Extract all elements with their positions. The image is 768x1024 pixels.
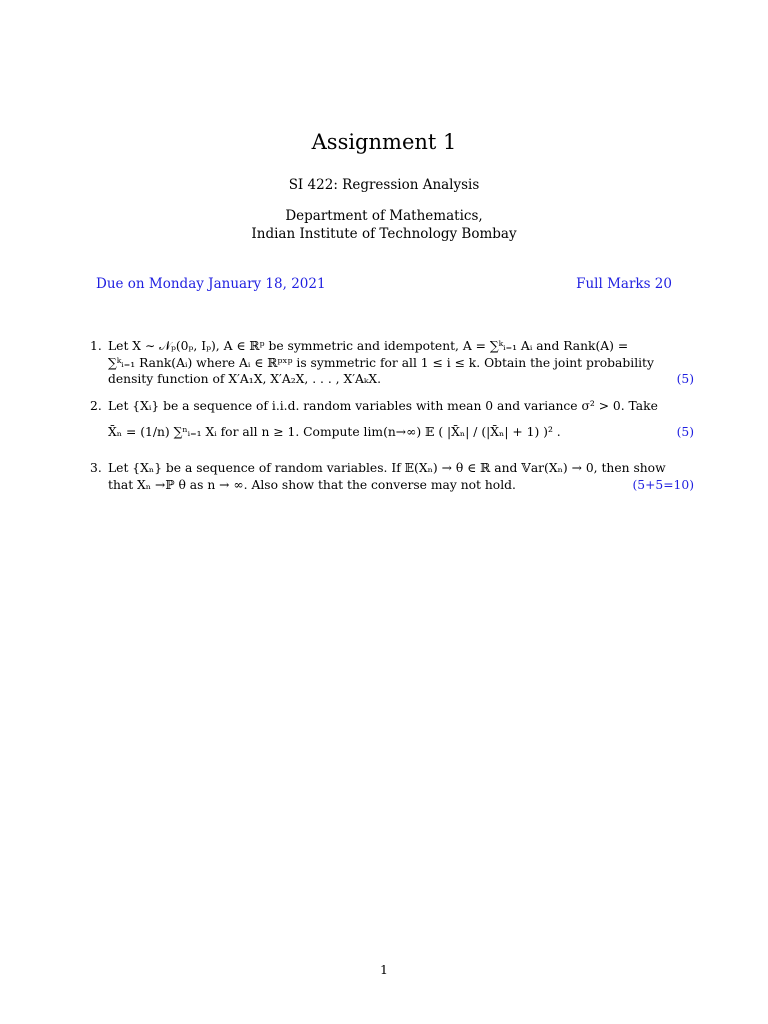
due-date: Due on Monday January 18, 2021 — [96, 276, 326, 292]
problem-marks: (5+5=10) — [632, 477, 694, 492]
problem-3 — [90, 460, 694, 493]
problem-text-line: Let X ∼ 𝒩ₚ(0ₚ, Iₚ), A ∈ ℝᵖ be symmetric and idempotent, A = ∑ᵏᵢ₌₁ Aᵢ and Rank(A) = — [108, 339, 629, 353]
problem-text-line — [108, 371, 694, 388]
problem-1 — [90, 338, 694, 388]
department-name: Department of Mathematics, — [285, 208, 483, 224]
institute-name: Indian Institute of Technology Bombay — [251, 226, 517, 242]
problem-text: density function of X′A₁X, X′A₂X, . . . , X′AₖX. — [108, 372, 382, 386]
problem-text: that Xₙ →ℙ θ as n → ∞. Also show that the converse may not hold. — [108, 477, 516, 492]
problem-number: 2. — [90, 398, 102, 413]
problem-marks: (5) — [676, 372, 694, 386]
full-marks: Full Marks 20 — [576, 276, 672, 292]
problem-list — [90, 338, 694, 503]
problem-text: X̄ₙ = (1/n) ∑ⁿᵢ₌₁ Xᵢ for all n ≥ 1. Compute lim(n→∞) 𝔼 ( |X̄ₙ| / (|X̄ₙ| + 1) )² . — [108, 425, 561, 439]
department-block — [0, 207, 768, 243]
problem-text-line: Let {Xₙ} be a sequence of random variables. If 𝔼(Xₙ) → θ ∈ ℝ and 𝕍ar(Xₙ) → 0, then show — [108, 461, 666, 475]
problem-text-line: Let {Xᵢ} be a sequence of i.i.d. random variables with mean 0 and variance σ² > 0. Take — [108, 398, 658, 413]
problem-text-line — [108, 477, 694, 494]
problem-marks: (5) — [676, 425, 694, 439]
problem-number: 3. — [90, 461, 102, 475]
problem-text-line — [108, 414, 694, 450]
problem-text-line: ∑ᵏᵢ₌₁ Rank(Aᵢ) where Aᵢ ∈ ℝᵖˣᵖ is symmetric for all 1 ≤ i ≤ k. Obtain the joint probability — [108, 355, 654, 370]
page-number: 1 — [380, 962, 388, 977]
course-name: SI 422: Regression Analysis — [288, 177, 480, 193]
problem-number: 1. — [90, 339, 102, 353]
assignment-title: Assignment 1 — [311, 130, 457, 154]
problem-2 — [90, 398, 694, 451]
